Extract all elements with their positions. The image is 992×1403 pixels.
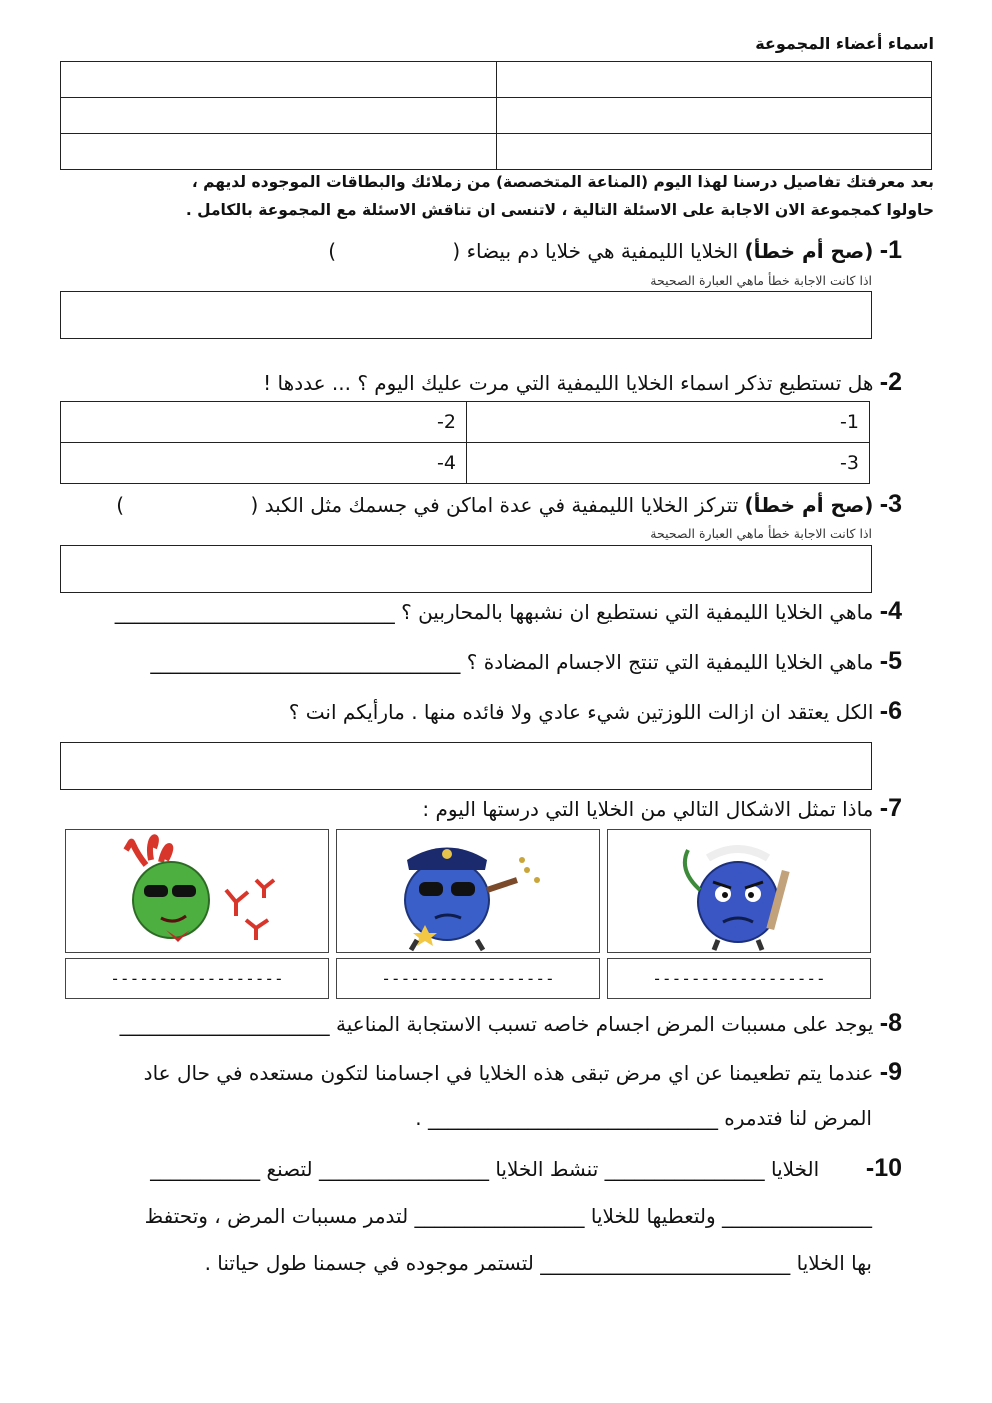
police-cell-illustration xyxy=(337,830,599,952)
answer-cell-1[interactable]: 1- xyxy=(467,402,870,443)
image-box-green-cell xyxy=(65,829,329,953)
question-number: 10- xyxy=(865,1154,902,1182)
label-box-1[interactable]: ------------------ xyxy=(65,958,329,999)
question-10-line-2: _______________ ولتعطيها للخلايا _________________ لتدمر مسببات المرض ، وتحتفظ xyxy=(144,1204,872,1228)
question-number: 6- xyxy=(879,697,902,725)
answer-cell-3[interactable]: 3- xyxy=(467,443,870,484)
member-cell[interactable] xyxy=(496,134,932,170)
member-cell[interactable] xyxy=(61,62,497,98)
answer-box-1[interactable] xyxy=(60,291,872,339)
close-paren: ) xyxy=(328,239,337,263)
question-10-line-3: بها الخلايا _________________________ لتستمر موجوده في جسمنا طول حياتنا . xyxy=(204,1251,872,1275)
question-text: الخلايا ________________ تنشط الخلايا _________________ لتصنع ___________ xyxy=(150,1157,820,1181)
question-8 xyxy=(120,1009,902,1038)
question-2 xyxy=(263,368,902,397)
lymphocyte-names-table xyxy=(60,401,870,484)
question-1 xyxy=(328,236,902,265)
question-text: ماذا تمثل الاشكال التالي من الخلايا التي درستها اليوم : xyxy=(422,797,874,821)
question-number: 2- xyxy=(879,368,902,396)
group-members-table xyxy=(60,61,932,170)
image-box-police-cell xyxy=(336,829,600,953)
hint-text: اذا كانت الاجابة خطأ ماهي العبارة الصحيحة xyxy=(650,526,872,541)
question-text: عندما يتم تطعيمنا عن اي مرض تبقى هذه الخلايا في اجسامنا لتكون مستعده في حال عاد xyxy=(143,1061,874,1085)
question-number: 4- xyxy=(879,597,902,625)
question-9 xyxy=(144,1058,902,1087)
label-box-3[interactable]: ------------------ xyxy=(607,958,871,999)
question-4 xyxy=(115,597,902,626)
question-3 xyxy=(116,490,902,519)
question-text: ماهي الخلايا الليمفية التي تنتج الاجسام المضادة ؟ _______________________________ xyxy=(150,650,874,674)
question-5 xyxy=(150,647,902,676)
question-text: هل تستطيع تذكر اسماء الخلايا الليمفية التي مرت عليك اليوم ؟ ... عددها ! xyxy=(263,371,874,395)
answer-box-6[interactable] xyxy=(60,742,872,790)
question-text: ماهي الخلايا الليمفية التي نستطيع ان نشبهها بالمحاربين ؟ ____________________________ xyxy=(114,600,874,624)
image-box-sailor-cell xyxy=(607,829,871,953)
question-number: 5- xyxy=(879,647,902,675)
hint-text: اذا كانت الاجابة خطأ ماهي العبارة الصحيحة xyxy=(650,273,872,288)
answer-box-3[interactable] xyxy=(60,545,872,593)
page-title: اسماء أعضاء المجموعة xyxy=(755,34,934,53)
true-false-tag: (صح أم خطأ) xyxy=(744,493,874,517)
member-cell[interactable] xyxy=(496,62,932,98)
green-cell-illustration xyxy=(66,830,328,952)
member-cell[interactable] xyxy=(61,98,497,134)
question-number: 8- xyxy=(879,1009,902,1037)
label-box-2[interactable]: ------------------ xyxy=(336,958,600,999)
answer-cell-2[interactable]: 2- xyxy=(61,402,467,443)
question-text: الكل يعتقد ان ازالت اللوزتين شيء عادي ولا فائده منها . مارأيكم انت ؟ xyxy=(288,700,874,724)
question-number: 7- xyxy=(879,794,902,822)
intro-line-2: حاولوا كمجموعة الان الاجابة على الاسئلة التالية ، لاتنسى ان تناقش الاسئلة مع المجموعة بالكامل . xyxy=(185,201,934,219)
question-number: 3- xyxy=(879,490,902,518)
sailor-cell-illustration xyxy=(608,830,870,952)
question-text: الخلايا الليمفية هي خلايا دم بيضاء ( xyxy=(452,239,739,263)
question-9-line-2: المرض لنا فتدمره _____________________________ . xyxy=(415,1106,872,1130)
question-text: يوجد على مسببات المرض اجسام خاصه تسبب الاستجابة المناعية _____________________ xyxy=(119,1012,874,1036)
member-cell[interactable] xyxy=(496,98,932,134)
intro-line-1: بعد معرفتك تفاصيل درسنا لهذا اليوم (المناعة المتخصصة) من زملائك والبطاقات الموجوده لديهم ، xyxy=(191,173,934,191)
question-7 xyxy=(422,794,902,823)
member-cell[interactable] xyxy=(61,134,497,170)
question-6 xyxy=(289,697,902,726)
answer-cell-4[interactable]: 4- xyxy=(61,443,467,484)
question-number: 1- xyxy=(879,236,902,264)
question-text: تتركز الخلايا الليمفية في عدة اماكن في جسمك مثل الكبد ( xyxy=(250,493,739,517)
true-false-tag: (صح أم خطأ) xyxy=(744,239,874,263)
question-10 xyxy=(150,1154,902,1183)
close-paren: ) xyxy=(116,493,125,517)
question-number: 9- xyxy=(879,1058,902,1086)
